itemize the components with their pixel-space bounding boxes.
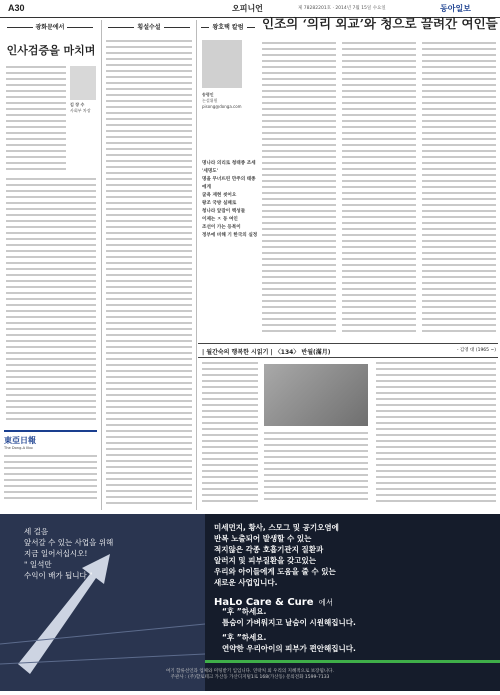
column-text (106, 40, 192, 510)
ad-footer: 여기 합류선언과 업체와 미팅받기 입입니다. 연락처 외 우리의 지혜적으로 보장됩니다. 주관사 : (주)할로테크 가산동 가산디지털1로 168(가산동) 문의전화 1599-7133 (166, 669, 334, 680)
ad-benefit-1: “후 ”하세요. 틈숨이 가벼워지고 날숨이 시원해집니다. (222, 607, 356, 627)
page-number: A30 (8, 3, 25, 13)
halo-logo: HaLo Care & Cure (214, 597, 314, 608)
ad-accent-bar (205, 660, 500, 663)
article-text (262, 42, 336, 338)
masthead-box (4, 430, 97, 512)
column-divider (196, 20, 197, 510)
divider (198, 343, 498, 344)
author-photo (70, 66, 96, 100)
divider (198, 357, 498, 358)
poem-illustration (264, 364, 368, 426)
masthead-name: 東亞日報 (4, 436, 36, 445)
column-label: 횡설수설 (102, 22, 196, 31)
article-text (342, 42, 416, 338)
ad-copy: 미세먼지, 황사, 스모그 및 공기오염에 반복 노출되어 발생할 수 있는 적지않은 각종 호흡기관지 질환과 알러지 및 피부질환을 갖고있는 우리와 아이들에게 도움을 줄 수 있는 새로운 사업입니다. (214, 523, 339, 587)
article-headline: 인조의 ‘의리 외교’와 청으로 끌려간 여인들 (262, 16, 498, 31)
issue-info: 제 78282201호 · 2014년 7월 15일 수요일 (298, 6, 386, 11)
column-label: 광화문에서 (0, 22, 100, 31)
ad-brand-row: HaLo Care & Cure 에서 (214, 597, 334, 608)
article-text (422, 42, 496, 338)
column-title: 인사검증을 마치며 (6, 44, 96, 57)
brand-logo: 동아일보 (440, 4, 471, 13)
section-title: 오피니언 (232, 4, 263, 13)
ad-slogan: 세 걸음 앞서갈 수 있는 사업을 위해 지금 일어서십시오! " 일석만 수익이 배가 됩니다 " (24, 527, 114, 580)
masthead-sub: The Dong-A Ilbo (4, 446, 33, 450)
poem-title-bar: | 월간숙의 행복한 시읽기 | 〈134〉 반월(滿月) - 김영 대 (1965 ~) (202, 348, 496, 356)
column-divider (101, 20, 102, 510)
poem-commentary (264, 432, 368, 508)
author-info: 송평인 논설위원 pisong@donga.com (202, 92, 242, 109)
poem-text (202, 362, 258, 508)
column-text (6, 66, 66, 174)
column-text (6, 178, 96, 424)
poem-commentary (376, 362, 496, 508)
ad-benefit-2: “후 ”하세요. 연약한 우리아이의 피부가 편안해집니다. (222, 633, 356, 653)
pull-quote: 명나라 의리로 청태종 조세 '세명도' 명을 무너뜨린 만주의 태종에게 굴욕 재현 씻어오 왕조 국방 실패로 청나라 앞잡이 백성들 이제는 ㅈ 동 여인 조선이 가는 등복이 정부에 비해 기 한국의 실정 (202, 161, 258, 238)
author-photo (202, 40, 242, 88)
column-label: 왕호택 칼럼 (198, 22, 258, 31)
author-info: 김 장 수 사회부 차장 (70, 102, 91, 113)
